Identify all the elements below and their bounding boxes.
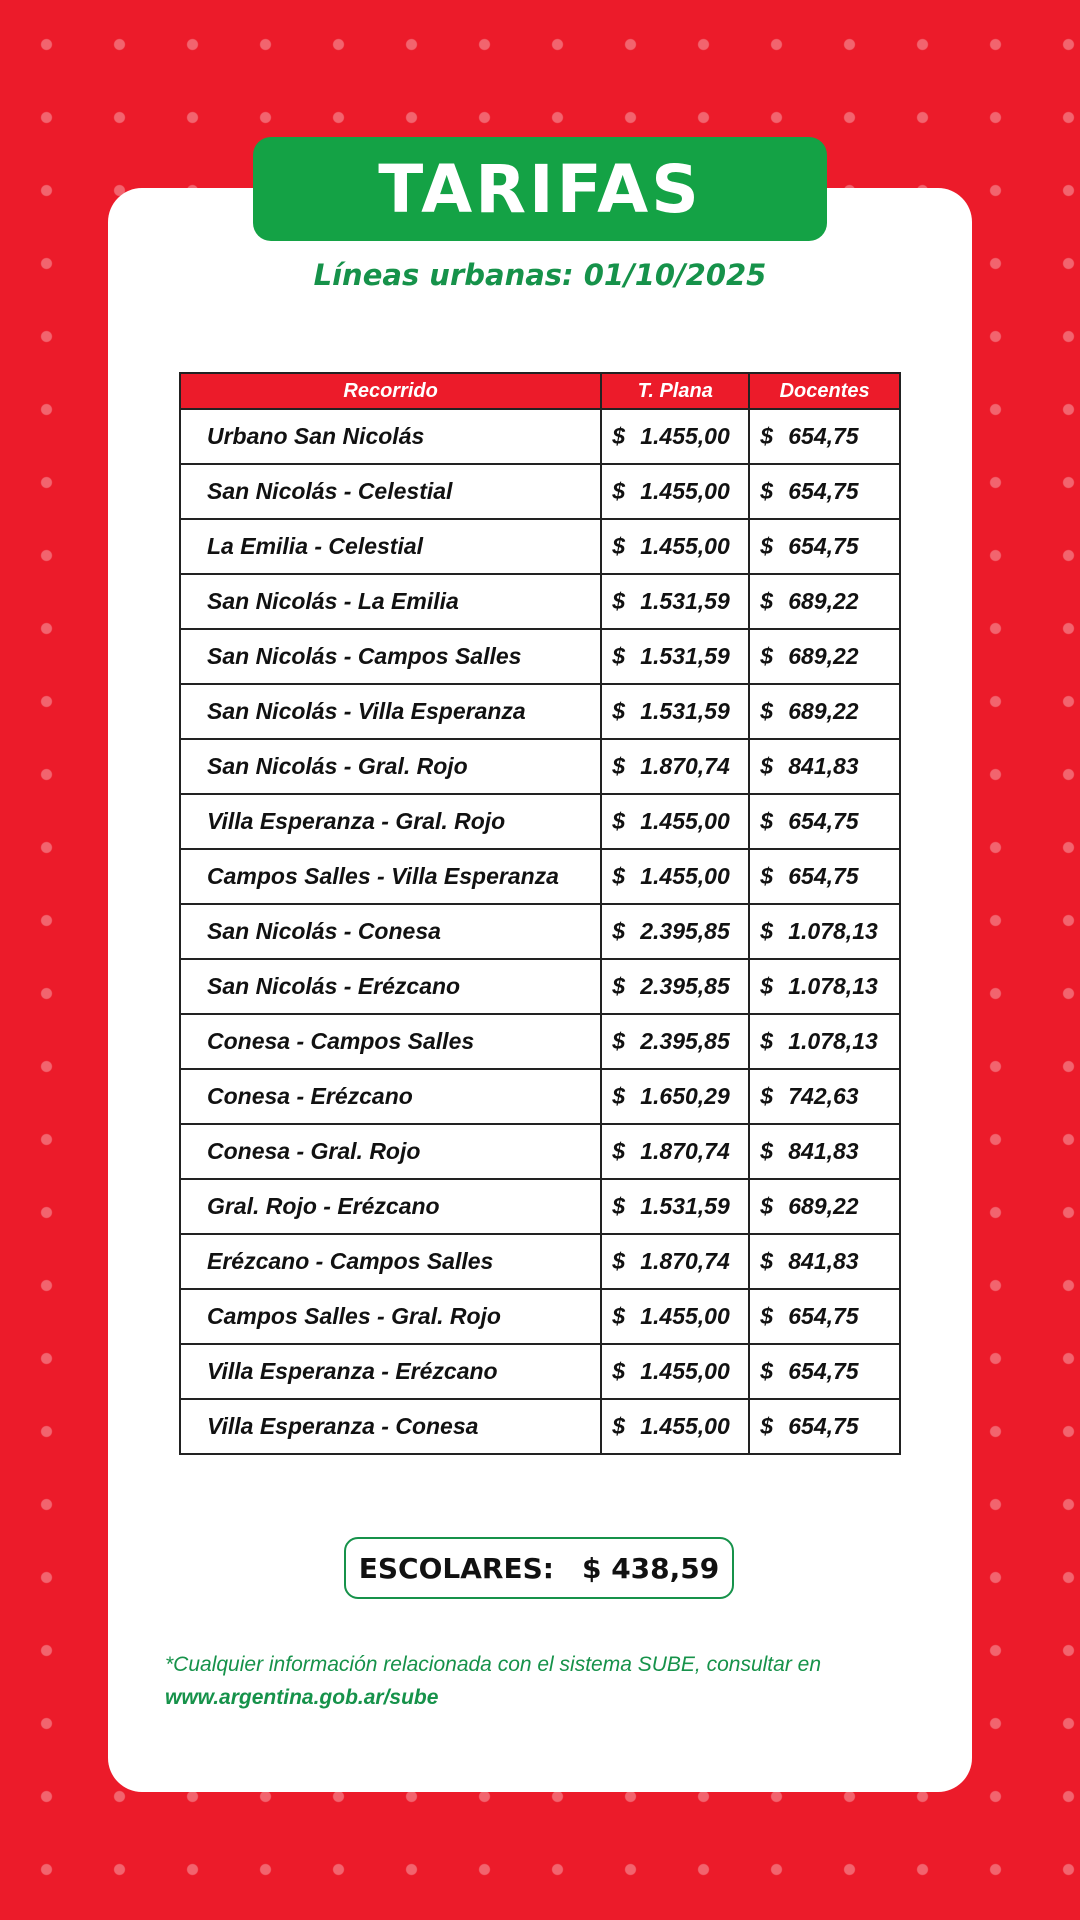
route-cell: San Nicolás - Villa Esperanza <box>180 684 601 739</box>
currency-sign: $ <box>760 918 774 944</box>
docentes-value: 654,75 <box>788 533 859 559</box>
table-row <box>180 574 900 629</box>
t-plana-cell <box>601 574 749 629</box>
route-cell: San Nicolás - Erézcano <box>180 959 601 1014</box>
table-header-row <box>180 373 900 409</box>
currency-sign: $ <box>612 973 626 999</box>
docentes-value: 689,22 <box>788 588 859 614</box>
escolares-box <box>344 1537 734 1599</box>
docentes-cell <box>749 464 900 519</box>
docentes-value: 1.078,13 <box>788 973 878 999</box>
route-cell: Gral. Rojo - Erézcano <box>180 1179 601 1234</box>
currency-sign: $ <box>760 698 774 724</box>
currency-sign: $ <box>612 588 626 614</box>
column-header-docentes: Docentes <box>749 373 900 409</box>
currency-sign: $ <box>612 1413 626 1439</box>
route-cell: Conesa - Erézcano <box>180 1069 601 1124</box>
route-cell: Urbano San Nicolás <box>180 409 601 464</box>
currency-sign: $ <box>612 643 626 669</box>
docentes-value: 654,75 <box>788 1358 859 1384</box>
escolares-value: $ 438,59 <box>581 1551 720 1585</box>
currency-sign: $ <box>612 1138 626 1164</box>
t-plana-value: 1.455,00 <box>640 863 730 889</box>
docentes-value: 654,75 <box>788 478 859 504</box>
t-plana-cell <box>601 739 749 794</box>
route-cell: San Nicolás - La Emilia <box>180 574 601 629</box>
docentes-cell <box>749 684 900 739</box>
currency-sign: $ <box>760 533 774 559</box>
table-row <box>180 739 900 794</box>
table-row <box>180 409 900 464</box>
currency-sign: $ <box>612 1028 626 1054</box>
docentes-cell <box>749 519 900 574</box>
t-plana-value: 1.870,74 <box>640 1248 730 1274</box>
table-row <box>180 1344 900 1399</box>
docentes-value: 742,63 <box>788 1083 859 1109</box>
docentes-value: 1.078,13 <box>788 1028 878 1054</box>
docentes-cell <box>749 959 900 1014</box>
currency-sign: $ <box>760 478 774 504</box>
t-plana-cell <box>601 904 749 959</box>
docentes-value: 654,75 <box>788 1413 859 1439</box>
docentes-cell <box>749 904 900 959</box>
docentes-cell <box>749 1014 900 1069</box>
table-row <box>180 959 900 1014</box>
table-row <box>180 1124 900 1179</box>
route-cell: Erézcano - Campos Salles <box>180 1234 601 1289</box>
t-plana-cell <box>601 684 749 739</box>
table-row <box>180 1179 900 1234</box>
currency-sign: $ <box>760 753 774 779</box>
docentes-value: 654,75 <box>788 808 859 834</box>
t-plana-cell <box>601 629 749 684</box>
table-body <box>180 409 900 1454</box>
docentes-value: 689,22 <box>788 643 859 669</box>
t-plana-cell <box>601 409 749 464</box>
docentes-cell <box>749 1399 900 1454</box>
docentes-cell <box>749 1289 900 1344</box>
t-plana-value: 2.395,85 <box>640 973 730 999</box>
route-cell: San Nicolás - Gral. Rojo <box>180 739 601 794</box>
table-row <box>180 1234 900 1289</box>
t-plana-value: 2.395,85 <box>640 1028 730 1054</box>
table-row <box>180 464 900 519</box>
tarifas-table <box>179 372 901 1455</box>
route-cell: Villa Esperanza - Conesa <box>180 1399 601 1454</box>
route-cell: Conesa - Gral. Rojo <box>180 1124 601 1179</box>
table-row <box>180 904 900 959</box>
currency-sign: $ <box>760 643 774 669</box>
docentes-value: 654,75 <box>788 423 859 449</box>
t-plana-cell <box>601 1344 749 1399</box>
t-plana-value: 2.395,85 <box>640 918 730 944</box>
sube-link[interactable]: www.argentina.gob.ar/sube <box>165 1686 439 1709</box>
docentes-cell <box>749 629 900 684</box>
currency-sign: $ <box>612 478 626 504</box>
t-plana-value: 1.650,29 <box>640 1083 730 1109</box>
docentes-cell <box>749 849 900 904</box>
t-plana-cell <box>601 464 749 519</box>
t-plana-value: 1.870,74 <box>640 1138 730 1164</box>
currency-sign: $ <box>612 1358 626 1384</box>
currency-sign: $ <box>612 918 626 944</box>
docentes-cell <box>749 409 900 464</box>
currency-sign: $ <box>760 1248 774 1274</box>
docentes-cell <box>749 1069 900 1124</box>
docentes-cell <box>749 1124 900 1179</box>
table-row <box>180 1014 900 1069</box>
footnote-text: *Cualquier información relacionada con el sistema SUBE, consultar en <box>165 1653 822 1676</box>
currency-sign: $ <box>760 1413 774 1439</box>
currency-sign: $ <box>760 1303 774 1329</box>
docentes-cell <box>749 1234 900 1289</box>
column-header-t-plana: T. Plana <box>601 373 749 409</box>
route-cell: Villa Esperanza - Erézcano <box>180 1344 601 1399</box>
currency-sign: $ <box>760 1138 774 1164</box>
docentes-value: 654,75 <box>788 863 859 889</box>
docentes-cell <box>749 794 900 849</box>
route-cell: Villa Esperanza - Gral. Rojo <box>180 794 601 849</box>
currency-sign: $ <box>760 808 774 834</box>
escolares-label: ESCOLARES: <box>358 1551 554 1585</box>
currency-sign: $ <box>612 1303 626 1329</box>
currency-sign: $ <box>612 423 626 449</box>
t-plana-cell <box>601 1124 749 1179</box>
route-cell: San Nicolás - Celestial <box>180 464 601 519</box>
table-row <box>180 684 900 739</box>
currency-sign: $ <box>612 863 626 889</box>
t-plana-cell <box>601 1289 749 1344</box>
t-plana-value: 1.455,00 <box>640 423 730 449</box>
table-row <box>180 794 900 849</box>
currency-sign: $ <box>760 1028 774 1054</box>
docentes-cell <box>749 574 900 629</box>
currency-sign: $ <box>612 1083 626 1109</box>
docentes-value: 841,83 <box>788 753 859 779</box>
t-plana-cell <box>601 1399 749 1454</box>
currency-sign: $ <box>760 1193 774 1219</box>
t-plana-value: 1.455,00 <box>640 533 730 559</box>
docentes-value: 841,83 <box>788 1248 859 1274</box>
column-header-recorrido: Recorrido <box>180 373 601 409</box>
t-plana-value: 1.455,00 <box>640 1358 730 1384</box>
docentes-cell <box>749 739 900 794</box>
t-plana-value: 1.455,00 <box>640 1413 730 1439</box>
currency-sign: $ <box>612 808 626 834</box>
table-row <box>180 1289 900 1344</box>
currency-sign: $ <box>612 698 626 724</box>
table-row <box>180 1399 900 1454</box>
currency-sign: $ <box>760 973 774 999</box>
currency-sign: $ <box>612 1248 626 1274</box>
docentes-cell <box>749 1179 900 1234</box>
currency-sign: $ <box>760 1083 774 1109</box>
route-cell: Conesa - Campos Salles <box>180 1014 601 1069</box>
t-plana-value: 1.531,59 <box>640 698 730 724</box>
t-plana-value: 1.531,59 <box>640 643 730 669</box>
subtitle: Líneas urbanas: 01/10/2025 <box>313 258 767 292</box>
t-plana-cell <box>601 849 749 904</box>
currency-sign: $ <box>760 1358 774 1384</box>
table-row <box>180 519 900 574</box>
currency-sign: $ <box>612 753 626 779</box>
t-plana-cell <box>601 1014 749 1069</box>
table-row <box>180 849 900 904</box>
route-cell: San Nicolás - Conesa <box>180 904 601 959</box>
footnote <box>165 1648 925 1714</box>
docentes-value: 689,22 <box>788 698 859 724</box>
currency-sign: $ <box>760 588 774 614</box>
t-plana-cell <box>601 959 749 1014</box>
t-plana-value: 1.455,00 <box>640 808 730 834</box>
docentes-value: 1.078,13 <box>788 918 878 944</box>
t-plana-value: 1.455,00 <box>640 1303 730 1329</box>
page-title: TARIFAS <box>378 150 702 228</box>
route-cell: San Nicolás - Campos Salles <box>180 629 601 684</box>
route-cell: Campos Salles - Villa Esperanza <box>180 849 601 904</box>
table-row <box>180 1069 900 1124</box>
currency-sign: $ <box>612 1193 626 1219</box>
t-plana-value: 1.455,00 <box>640 478 730 504</box>
currency-sign: $ <box>612 533 626 559</box>
title-banner <box>253 137 827 241</box>
t-plana-cell <box>601 1069 749 1124</box>
route-cell: Campos Salles - Gral. Rojo <box>180 1289 601 1344</box>
t-plana-cell <box>601 1179 749 1234</box>
docentes-value: 841,83 <box>788 1138 859 1164</box>
t-plana-cell <box>601 1234 749 1289</box>
t-plana-cell <box>601 519 749 574</box>
docentes-cell <box>749 1344 900 1399</box>
docentes-value: 689,22 <box>788 1193 859 1219</box>
currency-sign: $ <box>760 863 774 889</box>
t-plana-cell <box>601 794 749 849</box>
docentes-value: 654,75 <box>788 1303 859 1329</box>
route-cell: La Emilia - Celestial <box>180 519 601 574</box>
t-plana-value: 1.531,59 <box>640 1193 730 1219</box>
t-plana-value: 1.531,59 <box>640 588 730 614</box>
table-row <box>180 629 900 684</box>
currency-sign: $ <box>760 423 774 449</box>
t-plana-value: 1.870,74 <box>640 753 730 779</box>
